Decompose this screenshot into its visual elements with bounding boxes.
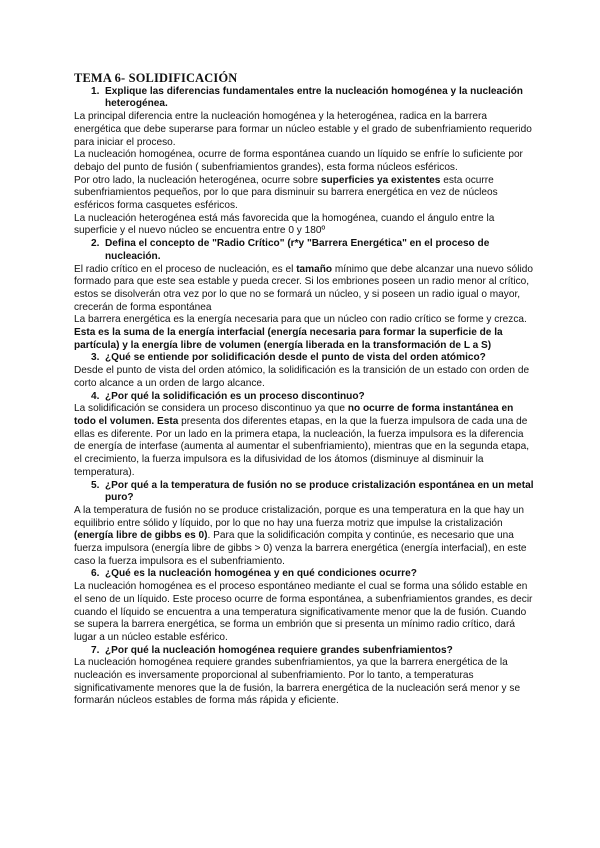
answer-emphasis: superficies ya existentes (320, 174, 441, 186)
answer-emphasis: (energía libre de gibbs es 0) (74, 530, 208, 542)
question-text: Defina el concepto de "Radio Crítico" (r*y "Barrera Energética" en el proceso de nucleación. (105, 238, 490, 262)
page-title: TEMA 6- SOLIDIFICACIÓN (74, 71, 238, 85)
answer-text: mínimo que debe alcanzar una nuevo sólido formado para que este sea estable y pueda crecer. Si los embriones poseen un radio menor al crítico, estos se disolverán otra vez por lo que no se formará un núcleo, y si poseen un radio igual o mayor, crecerán de forma espontánea (74, 263, 533, 313)
answer-emphasis: no ocurre de forma instantánea en todo el volumen. Esta (74, 403, 514, 427)
question-heading (74, 391, 534, 404)
answer-text: La principal diferencia entre la nucleación homogénea y la heterogénea, radica en la barrera energética que debe superarse para formar un núcleo estable y el grado de subenfriamiento requerido para iniciar el proceso. (74, 111, 532, 148)
question-heading (74, 238, 534, 263)
answer-emphasis: tamaño (296, 263, 333, 275)
answer-paragraph (74, 314, 534, 352)
question-number: 2. (91, 238, 100, 250)
answer-paragraph (74, 149, 534, 174)
question-heading (74, 645, 534, 658)
answer-text: Por otro lado, la nucleación heterogénea, ocurre sobre (74, 174, 321, 186)
answer-text: Desde el punto de vista del orden atómico, la solidificación es la transición de un estado con orden de corto alcance a un orden de largo alcance. (74, 365, 530, 389)
answer-paragraph (74, 264, 534, 315)
question-number: 4. (91, 390, 100, 402)
answer-paragraph (74, 505, 534, 569)
question-heading (74, 568, 534, 581)
question-heading (74, 480, 534, 505)
answer-text: . Para que la solidificación compita y continúe, es necesario que una fuerza impulsora (energía libre de gibbs > 0) venza la barrera energética (energía interfacial), en este caso la fuerza impulsora es el subenfriamiento. (74, 530, 527, 567)
answer-text: esta ocurre subenfriamientos pequeños, por lo que para disminuir su barrera energética en vez de núcleos esféricos forma casquetes esféricos. (74, 174, 498, 212)
answer-text: El radio crítico en el proceso de nucleación, es el (74, 263, 297, 275)
question-heading (74, 86, 534, 111)
question-text: ¿Qué es la nucleación homogénea y en qué condiciones ocurre? (105, 568, 417, 580)
answer-text: La nucleación homogénea, ocurre de forma espontánea cuando un líquido se enfríe lo suficiente por debajo del punto de fusión ( subenfriamientos grandes), esta forma núcleos esféricos. (74, 149, 523, 173)
question-number: 5. (91, 479, 100, 491)
question-number: 1. (91, 85, 100, 97)
answer-paragraph (74, 365, 534, 390)
question-text: ¿Qué se entiende por solidificación desde el punto de vista del orden atómico? (105, 352, 486, 364)
question-text: ¿Por qué la nucleación homogénea requiere grandes subenfriamientos? (105, 644, 453, 656)
answer-paragraph (74, 403, 534, 479)
document-page (74, 72, 534, 708)
question-text: ¿Por qué a la temperatura de fusión no se produce cristalización espontánea en un metal puro? (105, 479, 534, 504)
answer-text: A la temperatura de fusión no se produce cristalización, porque es una temperatura en la que hay un equilibrio entre sólido y líquido, por lo que no hay una fuerza motriz que impulse la cristalización (74, 504, 525, 529)
answer-paragraph (74, 581, 534, 645)
answer-paragraph (74, 111, 534, 149)
answer-text: La nucleación heterogénea está más favorecida que la homogénea, cuando el ángulo entre la superficie y el nuevo núcleo se encuentra entre 0 y 180º (74, 212, 495, 237)
answer-text: La nucleación homogénea requiere grandes subenfriamientos, ya que la barrera energética de la nucleación es inversamente proporcional al subenfriamiento. Por lo tanto, a temperaturas significativamente menores que la de fusión, la barrera energética de la nucleación será menor y se formarán núcleos estables de forma más rápida y eficiente. (74, 657, 521, 707)
answer-emphasis: Esta es la suma de la energía interfacial (energía necesaria para formar la superficie de la partícula) y la energía libre de volumen (energía liberada en la transformación de L a S) (74, 327, 503, 351)
answer-paragraph (74, 657, 534, 708)
question-text: Explique las diferencias fundamentales entre la nucleación homogénea y la nucleación heterogénea. (105, 85, 523, 110)
answer-text: La solidificación se considera un proceso discontinuo ya que (74, 403, 348, 415)
question-heading (74, 352, 534, 365)
question-number: 6. (91, 568, 100, 580)
answer-text: presenta dos diferentes etapas, en la que la fuerza impulsora de cada una de ellas es diferente. Por un lado en la primera etapa, la nucleación, la fuerza impulsora es la diferencia de energía de interfase (aumenta al aumentar el subenfriamiento), mientras que en la segunda etapa, el crecimiento, la fuerza impulsora es la difusividad de los átomos (disminuye al disminuir la temperatura). (74, 415, 530, 478)
question-number: 7. (91, 644, 100, 656)
answer-paragraph (74, 175, 534, 213)
answer-text: La nucleación homogénea es el proceso espontáneo mediante el cual se forma una sólido estable en el seno de un líquido. Este proceso ocurre de forma espontánea, a subenfriamientos grandes, es decir cuando el líquido se encuentra a una temperatura significativamente menor que la de fusión. Cuando se supera la barrera energética, se forma un embrión que si presenta un mínimo radio crítico, dará lugar a un núcleo estable esférico. (74, 581, 533, 643)
answer-text: La barrera energética es la energía necesaria para que un núcleo con radio crítico se forme y crezca. (74, 314, 527, 326)
questions-list (74, 86, 534, 708)
question-number: 3. (91, 352, 100, 364)
answer-paragraph (74, 213, 534, 238)
question-text: ¿Por qué la solidificación es un proceso discontinuo? (105, 390, 365, 402)
